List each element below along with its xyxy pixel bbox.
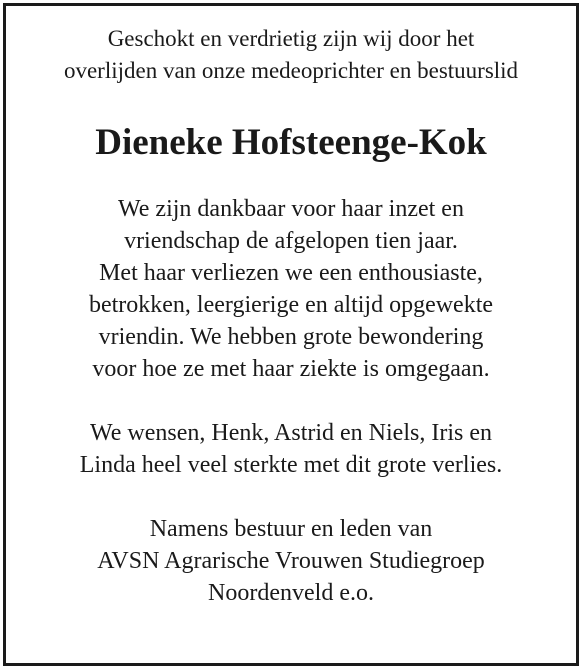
tribute-line: voor hoe ze met haar ziekte is omgegaan. [92, 356, 490, 382]
signature-line: Namens bestuur en leden van [149, 516, 433, 542]
intro-text [6, 6, 576, 87]
signature-line: Noordenveld e.o. [208, 580, 374, 606]
condolence-paragraph [6, 417, 576, 481]
intro-line: overlijden van onze medeoprichter en bestuurslid [63, 58, 519, 83]
tribute-paragraph [6, 193, 576, 385]
tribute-line: betrokken, leergierige en altijd opgewekte [88, 292, 494, 318]
notice-content [6, 6, 576, 609]
signature-line: AVSN Agrarische Vrouwen Studiegroep [97, 548, 485, 574]
tribute-line: Met haar verliezen we een enthousiaste, [99, 260, 483, 286]
condolence-line: We wensen, Henk, Astrid en Niels, Iris en [90, 420, 492, 446]
deceased-name: Dieneke Hofsteenge-Kok [95, 122, 487, 163]
condolence-line: Linda heel veel sterkte met dit grote verlies. [79, 452, 503, 478]
tribute-line: vriendin. We hebben grote bewondering [98, 324, 484, 350]
intro-line: Geschokt en verdrietig zijn wij door het [107, 26, 475, 51]
tribute-line: We zijn dankbaar voor haar inzet en [118, 196, 464, 222]
notice-border-frame [3, 3, 579, 666]
tribute-line: vriendschap de afgelopen tien jaar. [124, 228, 458, 254]
signature-block [6, 513, 576, 609]
